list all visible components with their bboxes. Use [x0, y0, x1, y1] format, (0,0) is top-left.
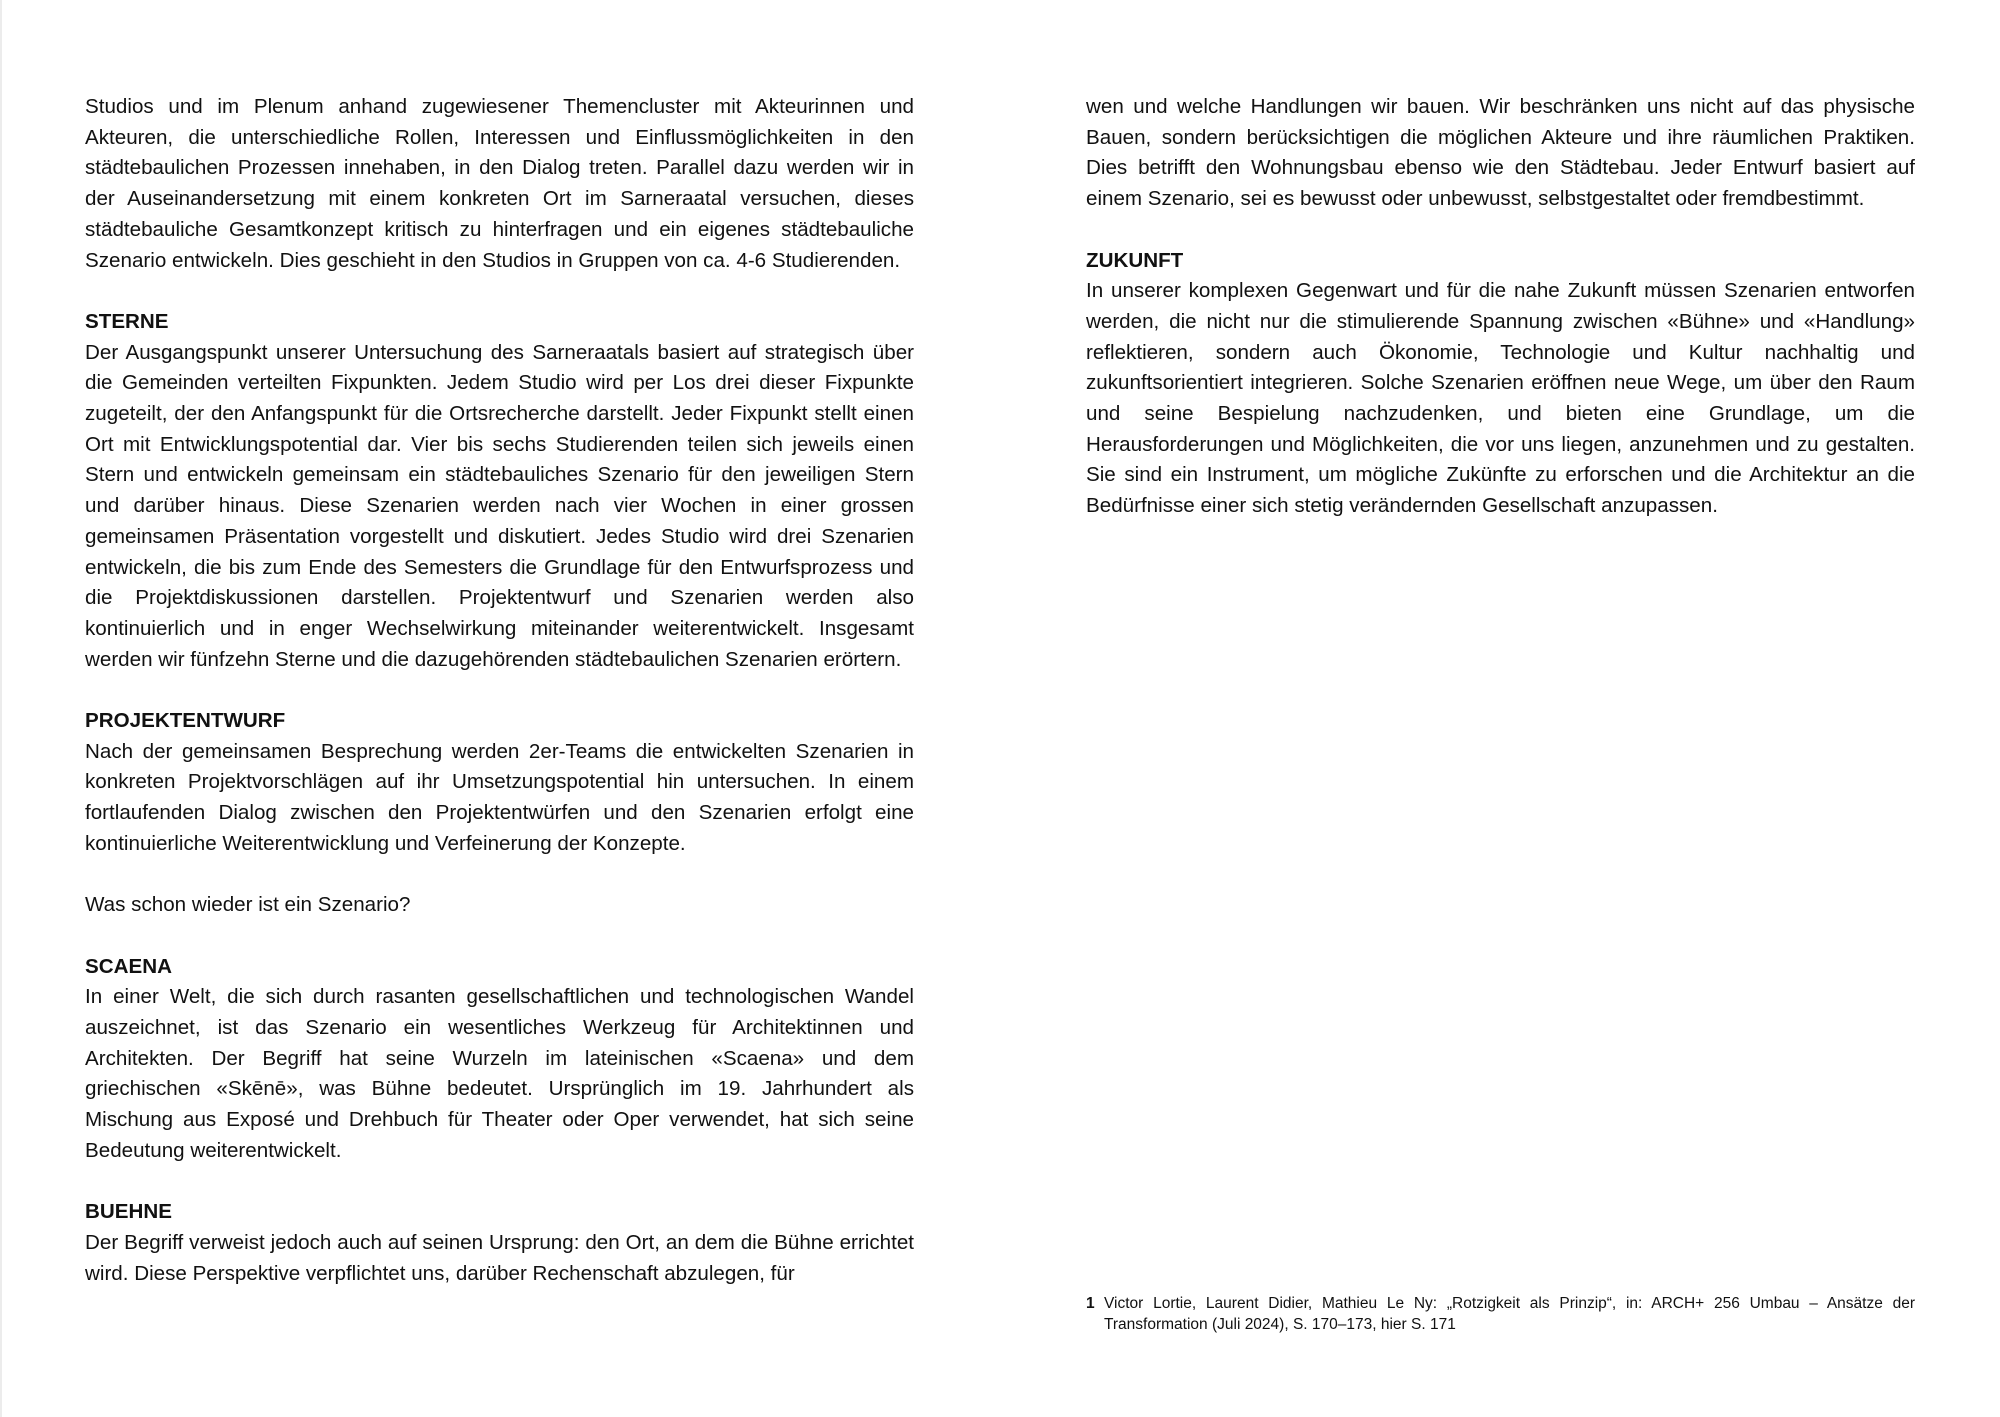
- left-column: [85, 92, 914, 1289]
- right-column: [1086, 92, 1915, 522]
- spacer: [85, 921, 914, 952]
- spacer: [1086, 215, 1915, 246]
- footnote-number: 1: [1086, 1295, 1095, 1312]
- scaena-paragraph: In einer Welt, die sich durch rasanten gesellschaftlichen und technologischen Wandel auszeichnet, ist das Szenario ein wesentliches Werkzeug für Architektinnen und Architekten. Der Begriff hat seine Wurzeln im lateinischen «Scaena» und dem griechischen «Skēnē», was Bühne bedeutet. Ursprünglich im 19. Jahrhundert als Mischung aus Exposé und Drehbuch für Theater oder Oper verwendet, hat sich seine Bedeutung weiterentwickelt.: [85, 985, 914, 1162]
- footnote: [1086, 1294, 1915, 1335]
- question-line: Was schon wieder ist ein Szenario?: [85, 893, 411, 917]
- heading-projektentwurf: PROJEKTENTWURF: [85, 709, 286, 733]
- continuation-paragraph: wen und welche Handlungen wir bauen. Wir beschränken uns nicht auf das physische Bauen, sondern berücksichtigen die möglichen Akteure und ihre räumlichen Praktiken. Dies betrifft den Wohnungsbau ebenso wie den Städtebau. Jeder Entwurf basiert auf einem Szenario, sei es bewusst oder unbewusst, selbstgestaltet oder fremdbestimmt.: [1086, 95, 1915, 211]
- heading-sterne: STERNE: [85, 309, 169, 333]
- zukunft-paragraph: In unserer komplexen Gegenwart und für die nahe Zukunft müssen Szenarien entworfen werden, die nicht nur die stimulierende Spannung zwischen «Bühne» und «Handlung» reflektieren, sondern auch Ökonomie, Technologie und Kultur nachhaltig und zukunftsorientiert integrieren. Solche Szenarien eröffnen neue Wege, um über den Raum und seine Bespielung nachzudenken, und bieten eine Grundlage, um die Herausforderungen und Möglichkeiten, die vor uns liegen, anzunehmen und zu gestalten. Sie sind ein Instrument, um mögliche Zukünfte zu erforschen und die Architektur an die Bedürfnisse einer sich stetig verändernden Gesellschaft anzupassen.: [1086, 279, 1915, 518]
- page-edge: [0, 0, 2, 1417]
- buehne-paragraph: Der Begriff verweist jedoch auch auf seinen Ursprung: den Ort, an dem die Bühne errichtet wird. Diese Perspektive verpflichtet uns, darüber Rechenschaft abzulegen, für: [85, 1230, 914, 1285]
- projektentwurf-paragraph: Nach der gemeinsamen Besprechung werden 2er-Teams die entwickelten Szenarien in konkreten Projektvorschlägen auf ihr Umsetzungspotential hin untersuchen. In einem fortlaufenden Dialog zwischen den Projektentwürfen und den Szenarien erfolgt eine kontinuierliche Weiterentwicklung und Verfeinerung der Konzepte.: [85, 739, 914, 855]
- heading-zukunft: ZUKUNFT: [1086, 248, 1184, 272]
- spacer: [85, 860, 914, 891]
- spacer: [85, 1167, 914, 1198]
- footnote-text: Victor Lortie, Laurent Didier, Mathieu Le Ny: „Rotzigkeit als Prinzip“, in: ARCH+ 256 Umbau – Ansätze der Transformation (Juli 2024), S. 170–173, hier S. 171: [1104, 1295, 1915, 1333]
- heading-buehne: BUEHNE: [85, 1200, 172, 1224]
- intro-paragraph: Studios und im Plenum anhand zugewiesener Themencluster mit Akteurinnen und Akteuren, die unterschiedliche Rollen, Interessen und Einflussmöglichkeiten in den städtebaulichen Prozessen innehaben, in den Dialog treten. Parallel dazu werden wir in der Auseinandersetzung mit einem konkreten Ort im Sarneraatal versuchen, dieses städtebauliche Gesamtkonzept kritisch zu hinterfragen und ein eigenes städtebauliche Szenario entwickeln. Dies geschieht in den Studios in Gruppen von ca. 4-6 Studierenden.: [85, 95, 914, 272]
- spacer: [85, 276, 914, 307]
- heading-scaena: SCAENA: [85, 954, 172, 978]
- sterne-paragraph: Der Ausgangspunkt unserer Untersuchung des Sarneraatals basiert auf strategisch über die Gemeinden verteilten Fixpunkten. Jedem Studio wird per Los drei dieser Fixpunkte zugeteilt, der den Anfangspunkt für die Ortsrecherche darstellt. Jeder Fixpunkt stellt einen Ort mit Entwicklungspotential dar. Vier bis sechs Studierenden teilen sich jeweils einen Stern und entwickeln gemeinsam ein städtebauliches Szenario für den jeweiligen Stern und darüber hinaus. Diese Szenarien werden nach vier Wochen in einer grossen gemeinsamen Präsentation vorgestellt und diskutiert. Jedes Studio wird drei Szenarien entwickeln, die bis zum Ende des Semesters die Grundlage für den Entwurfsprozess und die Projektdiskussionen darstellen. Projektentwurf und Szenarien werden also kontinuierlich und in enger Wechselwirkung miteinander weiterentwickelt. Insgesamt werden wir fünfzehn Sterne und die dazugehörenden städtebaulichen Szenarien erörtern.: [85, 340, 914, 671]
- spacer: [85, 675, 914, 706]
